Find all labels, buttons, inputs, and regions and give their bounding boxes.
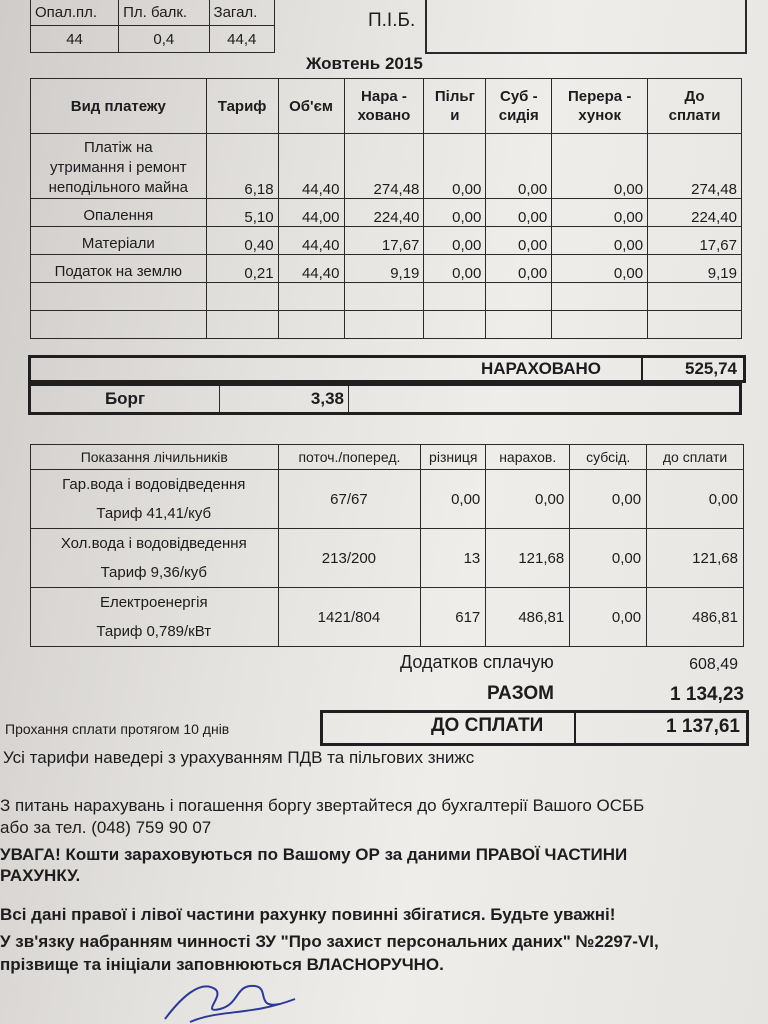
- meter-topay: 121,68: [647, 529, 744, 588]
- row-benefit: 0,00: [424, 227, 486, 255]
- row-topay: 224,40: [648, 199, 742, 227]
- meter-name: Гар.вода і водовідведення Тариф 41,41/куб: [31, 470, 279, 529]
- meter-subsidy: 0,00: [570, 529, 647, 588]
- col-topay: До сплати: [648, 79, 742, 134]
- pib-label: П.І.Б.: [368, 10, 416, 31]
- table-row: [31, 529, 744, 588]
- sum-total-label: РАЗОМ: [487, 683, 554, 704]
- table-row: [31, 255, 742, 283]
- meters-col-name: Показання лічильників: [31, 445, 279, 470]
- empty-row: [31, 311, 742, 339]
- meter-readings: 1421/804: [278, 588, 421, 647]
- meters-col-topay: до сплати: [647, 445, 744, 470]
- charges-table: [30, 78, 742, 339]
- extra-payment-label: Додатков сплачую: [400, 652, 554, 672]
- table-row: [31, 134, 742, 199]
- meter-diff: 13: [421, 529, 486, 588]
- meters-col-diff: різниця: [421, 445, 486, 470]
- row-recalc: 0,00: [552, 134, 648, 199]
- row-tariff: 0,40: [206, 227, 278, 255]
- row-volume: 44,40: [278, 227, 344, 255]
- area-value-total: 44,4: [209, 26, 274, 53]
- match-note: Всі дані правої і лівої частини рахунку повинні збігатися. Будьте уважні!: [0, 905, 616, 924]
- table-row: [31, 588, 744, 647]
- to-pay-label: ДО СПЛАТИ: [431, 715, 544, 736]
- meters-table: [30, 444, 744, 647]
- meter-topay: 486,81: [647, 588, 744, 647]
- row-accrued: 274,48: [344, 134, 424, 199]
- meter-diff: 0,00: [421, 470, 486, 529]
- debt-value: 3,38: [220, 385, 349, 414]
- period-title: Жовтень 2015: [306, 54, 423, 73]
- meter-diff: 617: [421, 588, 486, 647]
- row-name: Податок на землю: [31, 255, 207, 283]
- to-pay-value: 1 137,61: [666, 716, 740, 737]
- col-benefit: Пільг и: [424, 79, 486, 134]
- row-recalc: 0,00: [552, 255, 648, 283]
- meter-subsidy: 0,00: [570, 588, 647, 647]
- row-tariff: 5,10: [206, 199, 278, 227]
- meters-col-accrued: нарахов.: [486, 445, 570, 470]
- row-subsidy: 0,00: [486, 255, 552, 283]
- contact-note-line1: З питань нарахувань і погашення боргу звертайтеся до бухгалтерії Вашого ОСББ: [0, 796, 645, 815]
- row-accrued: 224,40: [344, 199, 424, 227]
- row-name: Платіж на утримання і ремонт неподільного майна: [31, 134, 207, 199]
- debt-table: [28, 383, 742, 415]
- row-benefit: 0,00: [424, 199, 486, 227]
- row-recalc: 0,00: [552, 227, 648, 255]
- meter-readings: 213/200: [278, 529, 421, 588]
- meter-accrued: 486,81: [486, 588, 570, 647]
- area-value-heated: 44: [31, 26, 119, 53]
- table-row: [31, 227, 742, 255]
- meters-col-readings: поточ./поперед.: [278, 445, 421, 470]
- pib-box: [425, 0, 747, 54]
- vat-note: Усі тарифи наведері з урахуванням ПДВ та пільгових знижс: [3, 748, 475, 767]
- sum-total-value: 1 134,23: [670, 684, 744, 705]
- row-accrued: 9,19: [344, 255, 424, 283]
- row-recalc: 0,00: [552, 199, 648, 227]
- row-benefit: 0,00: [424, 134, 486, 199]
- row-name: Матеріали: [31, 227, 207, 255]
- empty-row: [31, 283, 742, 311]
- area-header-balcony: Пл. балк.: [119, 0, 209, 26]
- area-header-heated: Опал.пл.: [31, 0, 119, 26]
- table-row: [31, 470, 744, 529]
- row-subsidy: 0,00: [486, 199, 552, 227]
- row-name: Опалення: [31, 199, 207, 227]
- row-topay: 274,48: [648, 134, 742, 199]
- area-header-total: Загал.: [209, 0, 274, 26]
- col-tariff: Тариф: [206, 79, 278, 134]
- total-accrued-value: 525,74: [685, 359, 737, 378]
- col-recalc: Перера - хунок: [552, 79, 648, 134]
- total-accrued-label: НАРАХОВАНО: [481, 359, 602, 378]
- debt-label: Борг: [30, 385, 220, 414]
- row-volume: 44,00: [278, 199, 344, 227]
- meter-topay: 0,00: [647, 470, 744, 529]
- deadline-note: Прохання сплати протягом 10 днів: [5, 721, 230, 737]
- meters-col-subsidy: субсід.: [570, 445, 647, 470]
- row-topay: 9,19: [648, 255, 742, 283]
- table-row: [31, 199, 742, 227]
- row-subsidy: 0,00: [486, 134, 552, 199]
- meter-name: Хол.вода і водовідведення Тариф 9,36/куб: [31, 529, 279, 588]
- row-benefit: 0,00: [424, 255, 486, 283]
- gdpr-note-line1: У зв'язку набранням чинності ЗУ "Про захист персональних даних" №2297-VI,: [0, 932, 659, 951]
- meter-readings: 67/67: [278, 470, 421, 529]
- col-subsidy: Суб - сидія: [486, 79, 552, 134]
- row-tariff: 0,21: [206, 255, 278, 283]
- row-volume: 44,40: [278, 134, 344, 199]
- meter-accrued: 0,00: [486, 470, 570, 529]
- row-tariff: 6,18: [206, 134, 278, 199]
- to-pay-box: [320, 710, 749, 746]
- col-accrued: Нара - ховано: [344, 79, 424, 134]
- contact-note-line2: або за тел. (048) 759 90 07: [0, 818, 212, 837]
- meter-name: Електроенергія Тариф 0,789/кВт: [31, 588, 279, 647]
- area-table: [30, 0, 275, 53]
- meter-subsidy: 0,00: [570, 470, 647, 529]
- extra-payment-value: 608,49: [689, 656, 738, 673]
- area-value-balcony: 0,4: [119, 26, 209, 53]
- warning-note-line1: УВАГА! Кошти зараховуються по Вашому ОР за даними ПРАВОЇ ЧАСТИНИ: [0, 845, 628, 864]
- row-volume: 44,40: [278, 255, 344, 283]
- col-type: Вид платежу: [31, 79, 207, 134]
- gdpr-note-line2: прізвище та ініціали заповнюються ВЛАСНОРУЧНО.: [0, 955, 444, 974]
- row-accrued: 17,67: [344, 227, 424, 255]
- row-subsidy: 0,00: [486, 227, 552, 255]
- signature-scribble: [160, 974, 300, 1024]
- meter-accrued: 121,68: [486, 529, 570, 588]
- total-accrued-bar: [28, 355, 746, 383]
- warning-note-line2: РАХУНКУ.: [0, 866, 81, 885]
- col-volume: Об'єм: [278, 79, 344, 134]
- row-topay: 17,67: [648, 227, 742, 255]
